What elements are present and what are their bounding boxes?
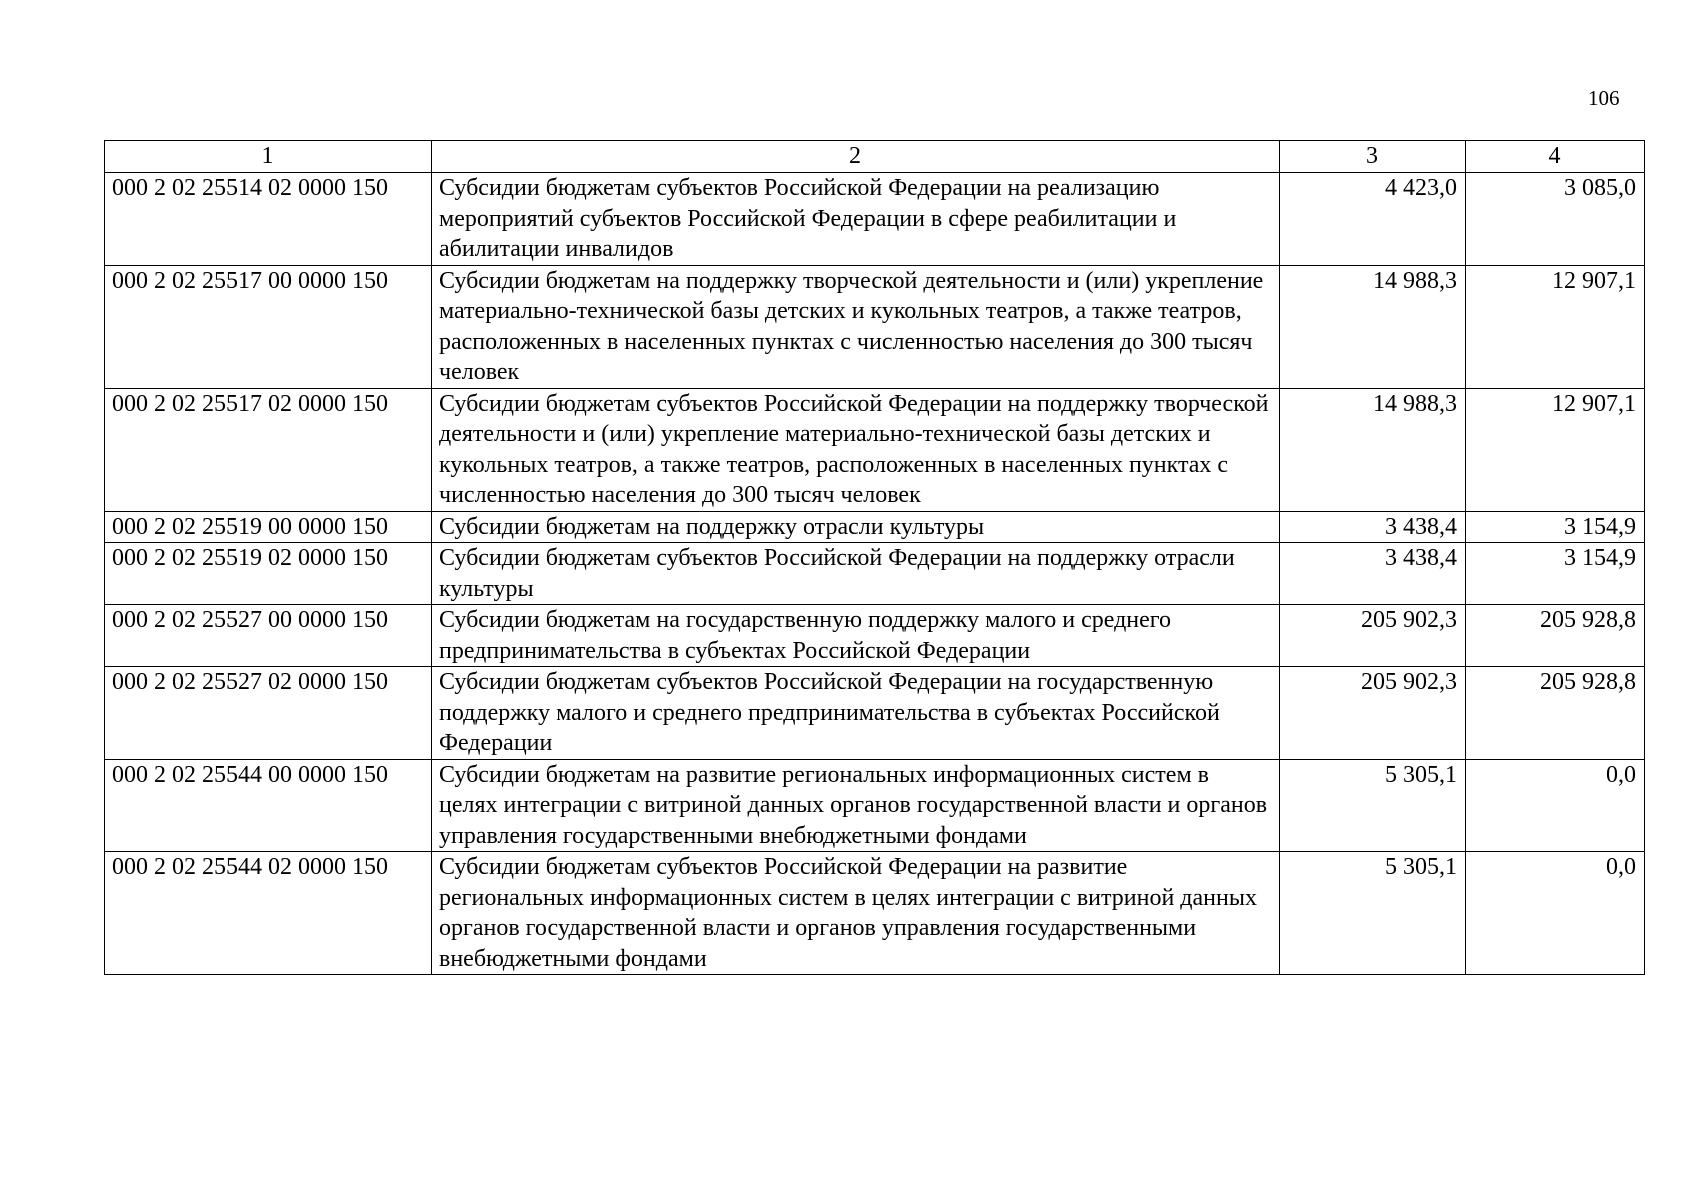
description-cell: Субсидии бюджетам субъектов Российской Федерации на реализацию мероприятий субъектов Российской Федерации в сфере реабилитации и абилитации инвалидов (432, 173, 1280, 266)
budget-table (104, 140, 1645, 975)
value-3-cell: 14 988,3 (1280, 388, 1466, 511)
value-3-cell: 3 438,4 (1280, 543, 1466, 605)
table-row (105, 759, 1645, 852)
value-4-cell: 205 928,8 (1466, 667, 1645, 760)
table-header-row (105, 141, 1645, 173)
budget-code-cell: 000 2 02 25519 00 0000 150 (105, 511, 432, 543)
table-row (105, 667, 1645, 760)
table-row (105, 388, 1645, 511)
budget-code-cell: 000 2 02 25517 00 0000 150 (105, 265, 432, 388)
budget-code-cell: 000 2 02 25544 00 0000 150 (105, 759, 432, 852)
value-4-cell: 205 928,8 (1466, 605, 1645, 667)
table-row (105, 511, 1645, 543)
value-4-cell: 12 907,1 (1466, 265, 1645, 388)
page-number: 106 (1588, 86, 1620, 110)
value-3-cell: 205 902,3 (1280, 605, 1466, 667)
table-row (105, 543, 1645, 605)
value-4-cell: 3 085,0 (1466, 173, 1645, 266)
column-header-description: 2 (432, 141, 1280, 173)
column-header-value-4: 4 (1466, 141, 1645, 173)
budget-code-cell: 000 2 02 25527 00 0000 150 (105, 605, 432, 667)
value-3-cell: 4 423,0 (1280, 173, 1466, 266)
value-3-cell: 5 305,1 (1280, 759, 1466, 852)
value-3-cell: 14 988,3 (1280, 265, 1466, 388)
budget-code-cell: 000 2 02 25514 02 0000 150 (105, 173, 432, 266)
value-3-cell: 3 438,4 (1280, 511, 1466, 543)
value-3-cell: 5 305,1 (1280, 852, 1466, 975)
description-cell: Субсидии бюджетам субъектов Российской Федерации на государственную поддержку малого и среднего предпринимательства в субъектах Российской Федерации (432, 667, 1280, 760)
table-row (105, 173, 1645, 266)
value-4-cell: 3 154,9 (1466, 511, 1645, 543)
description-cell: Субсидии бюджетам на поддержку отрасли культуры (432, 511, 1280, 543)
description-cell: Субсидии бюджетам на государственную поддержку малого и среднего предпринимательства в субъектах Российской Федерации (432, 605, 1280, 667)
column-header-code: 1 (105, 141, 432, 173)
table-row (105, 265, 1645, 388)
budget-code-cell: 000 2 02 25517 02 0000 150 (105, 388, 432, 511)
column-header-value-3: 3 (1280, 141, 1466, 173)
description-cell: Субсидии бюджетам субъектов Российской Федерации на поддержку отрасли культуры (432, 543, 1280, 605)
description-cell: Субсидии бюджетам на развитие региональных информационных систем в целях интеграции с витриной данных органов государственной власти и органов управления государственными внебюджетными фондами (432, 759, 1280, 852)
budget-code-cell: 000 2 02 25544 02 0000 150 (105, 852, 432, 975)
value-4-cell: 0,0 (1466, 759, 1645, 852)
value-4-cell: 3 154,9 (1466, 543, 1645, 605)
value-4-cell: 0,0 (1466, 852, 1645, 975)
description-cell: Субсидии бюджетам субъектов Российской Федерации на развитие региональных информационных систем в целях интеграции с витриной данных органов государственной власти и органов управления государственными внебюджетными фондами (432, 852, 1280, 975)
budget-code-cell: 000 2 02 25519 02 0000 150 (105, 543, 432, 605)
description-cell: Субсидии бюджетам на поддержку творческой деятельности и (или) укрепление материально-технической базы детских и кукольных театров, а также театров, расположенных в населенных пунктах с численностью населения до 300 тысяч человек (432, 265, 1280, 388)
table-row (105, 852, 1645, 975)
value-4-cell: 12 907,1 (1466, 388, 1645, 511)
description-cell: Субсидии бюджетам субъектов Российской Федерации на поддержку творческой деятельности и (или) укрепление материально-технической базы детских и кукольных театров, а также театров, расположенных в населенных пунктах с численностью населения до 300 тысяч человек (432, 388, 1280, 511)
value-3-cell: 205 902,3 (1280, 667, 1466, 760)
table-row (105, 605, 1645, 667)
budget-code-cell: 000 2 02 25527 02 0000 150 (105, 667, 432, 760)
